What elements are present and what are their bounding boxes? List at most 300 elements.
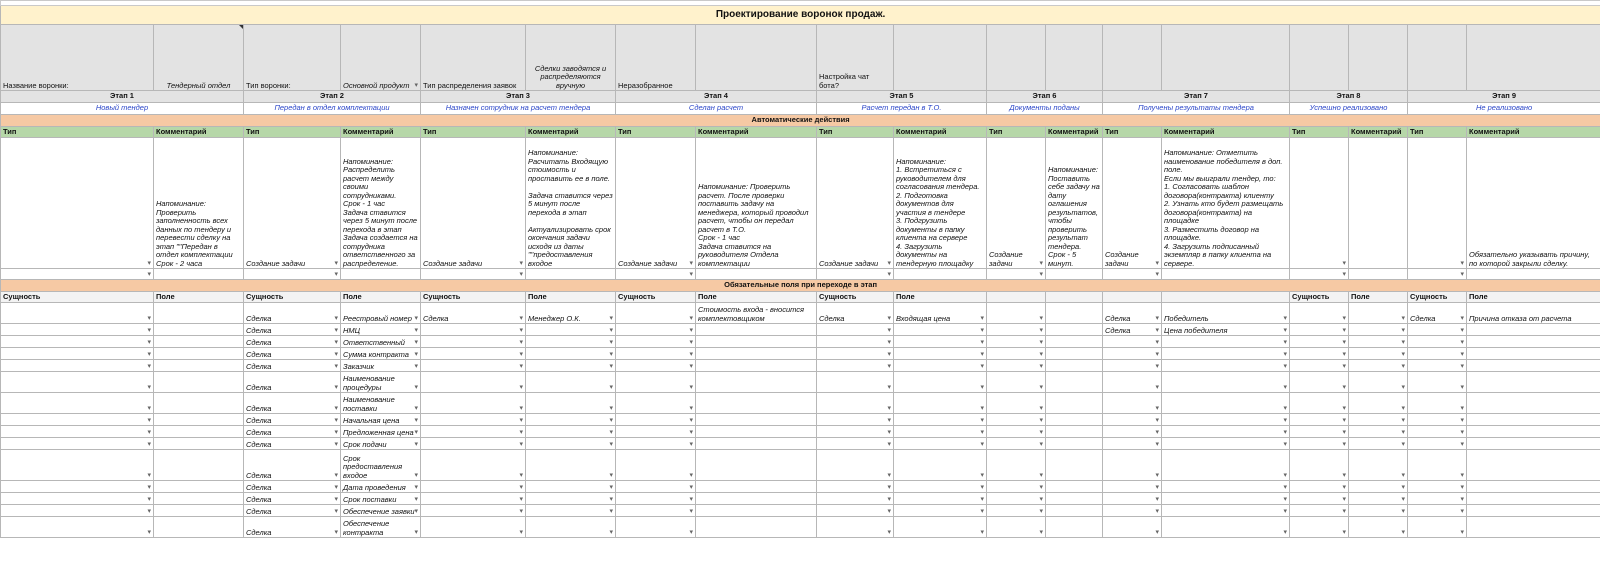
comment-column-header[interactable]: Комментарий <box>1349 127 1408 138</box>
stage-header[interactable]: Этап 7 <box>1103 91 1290 103</box>
comment-column-header[interactable]: Комментарий <box>1046 127 1103 138</box>
entity-column-header[interactable]: Сущность <box>1408 292 1467 303</box>
field-select[interactable] <box>1162 336 1290 348</box>
field-cell[interactable] <box>154 450 244 481</box>
field-select[interactable] <box>1162 393 1290 414</box>
action-comment[interactable] <box>1162 269 1290 280</box>
field-cell[interactable] <box>696 393 817 414</box>
field-select[interactable] <box>526 450 616 481</box>
entity-select[interactable] <box>1103 348 1162 360</box>
comment-column-header[interactable]: Комментарий <box>341 127 421 138</box>
entity-select[interactable] <box>421 481 526 493</box>
entity-select[interactable] <box>1290 360 1349 372</box>
field-cell[interactable] <box>1046 348 1103 360</box>
entity-select[interactable] <box>421 414 526 426</box>
field-select[interactable]: Срок предоставления входое ▾ <box>341 450 421 481</box>
comment-column-header[interactable]: Комментарий <box>154 127 244 138</box>
entity-select[interactable] <box>1290 517 1349 538</box>
field-select[interactable]: НМЦ ▾ <box>341 324 421 336</box>
entity-select[interactable] <box>616 481 696 493</box>
stage-name[interactable]: Успешно реализовано <box>1290 103 1408 115</box>
field-cell[interactable] <box>1467 505 1600 517</box>
stage-header[interactable]: Этап 8 <box>1290 91 1408 103</box>
entity-select[interactable] <box>1103 393 1162 414</box>
field-cell[interactable] <box>1467 336 1600 348</box>
entity-select[interactable] <box>616 505 696 517</box>
field-cell[interactable] <box>1467 393 1600 414</box>
setup-empty-cell[interactable] <box>1046 25 1103 91</box>
entity-select[interactable] <box>1290 393 1349 414</box>
stage-name[interactable]: Сделан расчет <box>616 103 817 115</box>
entity-select[interactable] <box>987 372 1046 393</box>
field-select[interactable] <box>526 372 616 393</box>
sheet-title[interactable]: Проектирование воронок продаж. <box>1 6 1600 25</box>
field-cell[interactable] <box>154 438 244 450</box>
entity-select[interactable] <box>421 393 526 414</box>
entity-select[interactable] <box>987 393 1046 414</box>
entity-select[interactable] <box>616 450 696 481</box>
type-column-header[interactable]: Тип <box>1408 127 1467 138</box>
entity-select[interactable] <box>421 505 526 517</box>
entity-select[interactable] <box>1290 450 1349 481</box>
stage-name[interactable]: Документы поданы <box>987 103 1103 115</box>
entity-select[interactable] <box>1103 505 1162 517</box>
field-cell[interactable] <box>154 393 244 414</box>
required-fields-section-title[interactable]: Обязательные поля при переходе в этап <box>1 280 1600 292</box>
entity-select[interactable] <box>987 493 1046 505</box>
entity-select[interactable] <box>421 426 526 438</box>
stage-name[interactable]: Передан в отдел комплектации <box>244 103 421 115</box>
entity-select[interactable] <box>987 348 1046 360</box>
action-comment[interactable]: Напоминание: Поставить себе задачу на дату оглашения результатов, чтобы проверить результат тендера. Срок - 5 минут. <box>1046 138 1103 269</box>
entity-select[interactable] <box>616 414 696 426</box>
field-cell[interactable] <box>154 360 244 372</box>
field-select[interactable]: Срок подачи ▾ <box>341 438 421 450</box>
field-select[interactable]: Менеджер О.К. ▾ <box>526 303 616 324</box>
entity-select[interactable]: Сделка ▾ <box>244 414 341 426</box>
field-column-header[interactable] <box>1162 292 1290 303</box>
field-cell[interactable] <box>154 505 244 517</box>
entity-column-header[interactable]: Сущность <box>616 292 696 303</box>
entity-select[interactable] <box>421 372 526 393</box>
action-type-select[interactable] <box>987 269 1046 280</box>
entity-select[interactable] <box>1290 481 1349 493</box>
entity-select[interactable] <box>1 493 154 505</box>
action-type-select[interactable]: Создание задачи ▾ <box>1103 138 1162 269</box>
stage-name[interactable]: Новый тендер <box>1 103 244 115</box>
entity-select[interactable] <box>987 438 1046 450</box>
field-select[interactable] <box>526 393 616 414</box>
entity-select[interactable]: Сделка ▾ <box>1103 324 1162 336</box>
field-cell[interactable] <box>696 426 817 438</box>
type-column-header[interactable]: Тип <box>1290 127 1349 138</box>
field-cell[interactable] <box>154 324 244 336</box>
comment-column-header[interactable]: Комментарий <box>1162 127 1290 138</box>
entity-select[interactable] <box>1103 517 1162 538</box>
field-cell[interactable] <box>1046 493 1103 505</box>
field-cell[interactable] <box>1467 493 1600 505</box>
field-cell[interactable] <box>696 372 817 393</box>
unsorted-label[interactable]: Неразобранное <box>616 25 696 91</box>
entity-select[interactable] <box>1290 414 1349 426</box>
entity-column-header[interactable] <box>1103 292 1162 303</box>
entity-select[interactable] <box>616 517 696 538</box>
entity-select[interactable] <box>987 336 1046 348</box>
entity-select[interactable] <box>1103 360 1162 372</box>
entity-select[interactable] <box>421 360 526 372</box>
field-cell[interactable] <box>696 517 817 538</box>
stage-header[interactable]: Этап 2 <box>244 91 421 103</box>
comment-column-header[interactable]: Комментарий <box>696 127 817 138</box>
action-comment[interactable] <box>341 269 421 280</box>
entity-select[interactable] <box>1290 505 1349 517</box>
stage-header[interactable]: Этап 3 <box>421 91 616 103</box>
entity-select[interactable] <box>1 450 154 481</box>
field-select[interactable] <box>894 450 987 481</box>
field-select[interactable]: Дата проведения ▾ <box>341 481 421 493</box>
entity-select[interactable] <box>616 438 696 450</box>
action-type-select[interactable] <box>1 269 154 280</box>
entity-select[interactable] <box>817 438 894 450</box>
action-type-select[interactable] <box>244 269 341 280</box>
field-cell[interactable] <box>1046 426 1103 438</box>
field-select[interactable] <box>1349 450 1408 481</box>
entity-select[interactable] <box>1290 336 1349 348</box>
field-select[interactable] <box>1162 426 1290 438</box>
field-cell[interactable] <box>1046 303 1103 324</box>
entity-select[interactable] <box>1103 336 1162 348</box>
field-select[interactable] <box>1349 336 1408 348</box>
entity-select[interactable] <box>1 517 154 538</box>
entity-select[interactable]: Сделка ▾ <box>817 303 894 324</box>
distribution-type-label[interactable]: Тип распределения заявок <box>421 25 526 91</box>
field-column-header[interactable]: Поле <box>894 292 987 303</box>
field-cell[interactable] <box>696 450 817 481</box>
entity-select[interactable] <box>1103 493 1162 505</box>
field-select[interactable] <box>1162 505 1290 517</box>
entity-select[interactable] <box>1103 426 1162 438</box>
entity-select[interactable] <box>616 426 696 438</box>
entity-column-header[interactable]: Сущность <box>1 292 154 303</box>
field-select[interactable] <box>1349 426 1408 438</box>
field-select[interactable]: Предложенная цена ▾ <box>341 426 421 438</box>
entity-select[interactable] <box>616 493 696 505</box>
entity-select[interactable] <box>1290 438 1349 450</box>
entity-select[interactable]: Сделка ▾ <box>244 324 341 336</box>
type-column-header[interactable]: Тип <box>1103 127 1162 138</box>
field-cell[interactable] <box>1046 517 1103 538</box>
field-select[interactable] <box>1349 493 1408 505</box>
field-select[interactable]: Заказчик ▾ <box>341 360 421 372</box>
action-comment[interactable]: Напоминание: Распределить расчет между своими сотрудниками. Срок - 1 час Задача ставится через 5 минут после перехода в этап Задача создается на сотрудника ответственного за распределение. <box>341 138 421 269</box>
field-cell[interactable] <box>154 348 244 360</box>
entity-select[interactable] <box>421 450 526 481</box>
field-select[interactable] <box>526 324 616 336</box>
entity-select[interactable]: Сделка ▾ <box>244 517 341 538</box>
entity-select[interactable] <box>817 450 894 481</box>
field-cell[interactable] <box>154 303 244 324</box>
entity-select[interactable] <box>817 426 894 438</box>
field-select[interactable] <box>1349 481 1408 493</box>
field-select[interactable]: Сумма контракта ▾ <box>341 348 421 360</box>
action-comment[interactable]: Напоминание: 1. Встретиться с руководителем для согласования тендера. 2. Подготовка документов для участия в тендере 3. Подгрузить документы в папку клиента на сервере 4. Загрузить документы на тендерную площадку <box>894 138 987 269</box>
entity-select[interactable] <box>616 393 696 414</box>
entity-select[interactable] <box>1290 372 1349 393</box>
field-select[interactable] <box>894 414 987 426</box>
setup-empty-cell[interactable] <box>894 25 987 91</box>
field-select[interactable] <box>526 493 616 505</box>
field-cell[interactable] <box>1467 450 1600 481</box>
entity-select[interactable] <box>1290 303 1349 324</box>
entity-select[interactable] <box>421 348 526 360</box>
field-column-header[interactable]: Поле <box>154 292 244 303</box>
field-cell[interactable] <box>1467 517 1600 538</box>
comment-column-header[interactable]: Комментарий <box>526 127 616 138</box>
entity-select[interactable] <box>987 360 1046 372</box>
field-cell[interactable] <box>696 481 817 493</box>
entity-select[interactable]: Сделка ▾ <box>421 303 526 324</box>
entity-select[interactable] <box>1408 505 1467 517</box>
field-select[interactable] <box>1162 450 1290 481</box>
field-select[interactable]: Наименование процедуры ▾ <box>341 372 421 393</box>
entity-select[interactable] <box>1 324 154 336</box>
entity-select[interactable] <box>1 372 154 393</box>
comment-column-header[interactable]: Комментарий <box>1467 127 1600 138</box>
field-select[interactable] <box>1162 438 1290 450</box>
action-type-select[interactable]: Создание задачи ▾ <box>421 138 526 269</box>
entity-select[interactable]: Сделка ▾ <box>244 450 341 481</box>
field-cell[interactable] <box>154 414 244 426</box>
entity-column-header[interactable]: Сущность <box>244 292 341 303</box>
field-column-header[interactable]: Поле <box>696 292 817 303</box>
field-cell[interactable] <box>1467 414 1600 426</box>
field-select[interactable] <box>1349 360 1408 372</box>
field-select[interactable] <box>894 493 987 505</box>
type-column-header[interactable]: Тип <box>987 127 1046 138</box>
entity-select[interactable] <box>817 393 894 414</box>
entity-select[interactable] <box>1103 414 1162 426</box>
field-select[interactable] <box>894 360 987 372</box>
field-select[interactable] <box>1162 493 1290 505</box>
field-cell[interactable] <box>696 360 817 372</box>
field-select[interactable] <box>1162 517 1290 538</box>
action-comment[interactable]: Напоминание: Расчитать Входящую стоимость и проставить ее в поле. Задача ставится через 5 минут после перехода в этап Актуализировать срок окончания задачи исходя из даты ""предоставления входое <box>526 138 616 269</box>
field-select[interactable] <box>1349 505 1408 517</box>
action-type-select[interactable] <box>1103 269 1162 280</box>
entity-select[interactable] <box>1 336 154 348</box>
entity-select[interactable] <box>987 481 1046 493</box>
entity-select[interactable] <box>817 414 894 426</box>
entity-select[interactable] <box>1408 414 1467 426</box>
entity-select[interactable] <box>616 372 696 393</box>
entity-select[interactable] <box>987 324 1046 336</box>
field-cell[interactable] <box>696 348 817 360</box>
entity-select[interactable] <box>1408 493 1467 505</box>
field-cell[interactable] <box>1046 393 1103 414</box>
stage-header[interactable]: Этап 9 <box>1408 91 1600 103</box>
action-type-select[interactable] <box>1408 269 1467 280</box>
action-type-select[interactable] <box>1408 138 1467 269</box>
entity-select[interactable] <box>987 426 1046 438</box>
field-cell[interactable] <box>696 493 817 505</box>
field-select[interactable]: Обеспечение контракта ▾ <box>341 517 421 538</box>
entity-select[interactable] <box>987 450 1046 481</box>
stage-header[interactable]: Этап 4 <box>616 91 817 103</box>
entity-select[interactable] <box>1408 324 1467 336</box>
setup-empty-cell[interactable] <box>1349 25 1408 91</box>
field-select[interactable] <box>526 348 616 360</box>
field-cell[interactable] <box>1046 336 1103 348</box>
entity-select[interactable] <box>616 348 696 360</box>
entity-select[interactable] <box>1408 450 1467 481</box>
field-select[interactable]: Начальная цена ▾ <box>341 414 421 426</box>
field-cell[interactable] <box>154 481 244 493</box>
entity-column-header[interactable]: Сущность <box>1290 292 1349 303</box>
action-comment[interactable] <box>1349 269 1408 280</box>
field-select[interactable] <box>526 360 616 372</box>
entity-select[interactable] <box>817 372 894 393</box>
action-comment[interactable] <box>894 269 987 280</box>
entity-select[interactable] <box>1290 426 1349 438</box>
field-select[interactable] <box>526 426 616 438</box>
stage-header[interactable]: Этап 5 <box>817 91 987 103</box>
field-cell[interactable] <box>1467 360 1600 372</box>
setup-empty-cell[interactable] <box>1290 25 1349 91</box>
action-comment[interactable]: Напоминание: Проверить заполненность всех данных по тендеру и перевести сделку на этап ""Передан в отдел комплектации Срок - 2 часа <box>154 138 244 269</box>
field-cell[interactable] <box>1046 481 1103 493</box>
field-cell[interactable] <box>1467 438 1600 450</box>
entity-select[interactable] <box>1 426 154 438</box>
entity-select[interactable] <box>1290 493 1349 505</box>
action-comment[interactable] <box>526 269 616 280</box>
field-cell[interactable] <box>154 517 244 538</box>
entity-select[interactable] <box>817 517 894 538</box>
entity-select[interactable] <box>1290 348 1349 360</box>
field-select[interactable]: Цена победителя ▾ <box>1162 324 1290 336</box>
field-cell[interactable]: Причина отказа от расчета <box>1467 303 1600 324</box>
field-column-header[interactable]: Поле <box>341 292 421 303</box>
field-cell[interactable] <box>1046 414 1103 426</box>
field-cell[interactable]: Стоимость входа - вносится комплектовщиком <box>696 303 817 324</box>
field-select[interactable] <box>894 372 987 393</box>
action-type-select[interactable] <box>1290 269 1349 280</box>
entity-select[interactable]: Сделка ▾ <box>244 348 341 360</box>
field-cell[interactable] <box>696 414 817 426</box>
field-select[interactable] <box>526 414 616 426</box>
entity-select[interactable] <box>616 303 696 324</box>
entity-select[interactable] <box>1408 481 1467 493</box>
entity-select[interactable] <box>1 414 154 426</box>
entity-select[interactable] <box>987 414 1046 426</box>
field-select[interactable] <box>894 438 987 450</box>
type-column-header[interactable]: Тип <box>817 127 894 138</box>
entity-select[interactable]: Сделка ▾ <box>244 336 341 348</box>
entity-select[interactable] <box>616 336 696 348</box>
entity-select[interactable] <box>1 505 154 517</box>
entity-select[interactable]: Сделка ▾ <box>244 438 341 450</box>
setup-empty-cell[interactable] <box>1103 25 1162 91</box>
field-select[interactable]: Ответственный ▾ <box>341 336 421 348</box>
entity-select[interactable] <box>1 438 154 450</box>
field-cell[interactable] <box>1046 360 1103 372</box>
entity-select[interactable]: Сделка ▾ <box>244 481 341 493</box>
entity-select[interactable] <box>1 481 154 493</box>
field-select[interactable]: Реестровый номер ▾ <box>341 303 421 324</box>
distribution-type-value[interactable]: Сделки заводятся и распределяются вручную <box>526 25 616 91</box>
stage-name[interactable]: Назначен сотрудник на расчет тендера <box>421 103 616 115</box>
field-select[interactable] <box>1349 414 1408 426</box>
entity-select[interactable] <box>987 303 1046 324</box>
entity-select[interactable]: Сделка ▾ <box>244 393 341 414</box>
auto-actions-section-title[interactable]: Автоматические действия <box>1 115 1600 127</box>
comment-column-header[interactable]: Комментарий <box>894 127 987 138</box>
entity-select[interactable] <box>1 348 154 360</box>
entity-select[interactable] <box>421 336 526 348</box>
entity-select[interactable] <box>1408 393 1467 414</box>
field-select[interactable]: Входящая цена ▾ <box>894 303 987 324</box>
field-select[interactable] <box>1349 348 1408 360</box>
entity-select[interactable] <box>1290 324 1349 336</box>
entity-select[interactable] <box>1 360 154 372</box>
type-column-header[interactable]: Тип <box>616 127 696 138</box>
action-comment[interactable] <box>1349 138 1408 269</box>
field-cell[interactable] <box>154 372 244 393</box>
field-select[interactable] <box>894 481 987 493</box>
field-cell[interactable] <box>1046 450 1103 481</box>
entity-select[interactable] <box>1103 481 1162 493</box>
entity-select[interactable] <box>817 505 894 517</box>
field-cell[interactable] <box>1046 324 1103 336</box>
entity-select[interactable] <box>817 481 894 493</box>
field-select[interactable] <box>1349 372 1408 393</box>
entity-select[interactable] <box>1103 372 1162 393</box>
field-column-header[interactable]: Поле <box>526 292 616 303</box>
action-comment[interactable] <box>154 269 244 280</box>
action-comment[interactable]: Напоминание: Отметить наименование победителя в доп. поле. Если мы выиграли тендер, то: 1. Согласовать шаблон договора(контракта) клиенту 2. Узнать кто будет размещать договора(контракта) на площадке 3. Разместить договор на площадке. 4. Загрузить подписанный экземпляр в папку клиента на сервере. <box>1162 138 1290 269</box>
entity-select[interactable] <box>1103 450 1162 481</box>
field-cell[interactable] <box>154 493 244 505</box>
entity-column-header[interactable]: Сущность <box>817 292 894 303</box>
field-select[interactable] <box>526 505 616 517</box>
field-select[interactable] <box>1349 303 1408 324</box>
field-select[interactable]: Победитель ▾ <box>1162 303 1290 324</box>
field-cell[interactable] <box>696 324 817 336</box>
field-select[interactable] <box>894 348 987 360</box>
field-cell[interactable] <box>696 438 817 450</box>
entity-select[interactable] <box>1408 438 1467 450</box>
stage-name[interactable]: Расчет передан в Т.О. <box>817 103 987 115</box>
field-select[interactable]: Обеспечение заявки ▾ <box>341 505 421 517</box>
entity-select[interactable]: Сделка ▾ <box>244 303 341 324</box>
entity-select[interactable] <box>421 438 526 450</box>
setup-empty-cell[interactable] <box>1467 25 1600 91</box>
entity-select[interactable] <box>1 303 154 324</box>
type-column-header[interactable]: Тип <box>244 127 341 138</box>
field-select[interactable] <box>1349 438 1408 450</box>
field-cell[interactable] <box>1467 426 1600 438</box>
type-column-header[interactable]: Тип <box>1 127 154 138</box>
entity-select[interactable]: Сделка ▾ <box>244 493 341 505</box>
chatbot-label[interactable]: Настройка чат бота? <box>817 25 894 91</box>
action-type-select[interactable] <box>1 138 154 269</box>
field-select[interactable] <box>526 336 616 348</box>
field-cell[interactable] <box>1467 372 1600 393</box>
funnel-type-select[interactable]: Основной продукт ▾ <box>341 25 421 91</box>
field-select[interactable] <box>1349 517 1408 538</box>
field-cell[interactable] <box>1046 438 1103 450</box>
field-select[interactable] <box>1349 324 1408 336</box>
field-cell[interactable] <box>1046 372 1103 393</box>
